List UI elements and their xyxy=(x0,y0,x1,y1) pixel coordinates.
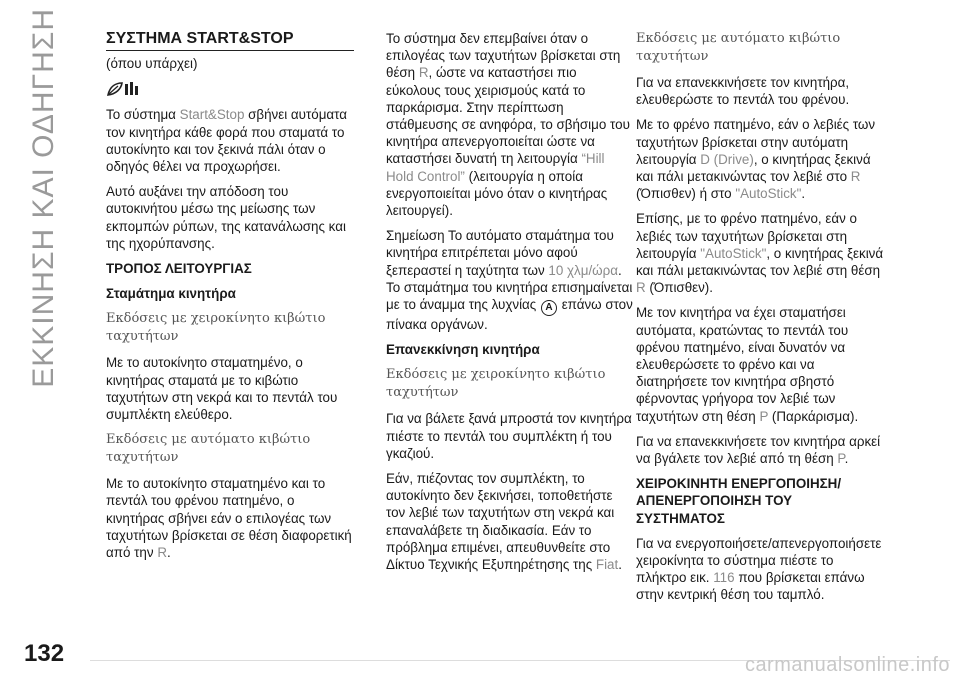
paragraph: Με το αυτοκίνητο σταματημένο και το πεντάλ του φρένου πατημένο, ο κινητήρας σβήνει εάν ο επιλογέας των ταχυτήτων βρίσκεται σε θέση διαφορετική από την R. xyxy=(106,476,352,561)
icon-row xyxy=(106,80,354,100)
version-label: Εκδόσεις με αυτόματο κιβώτιο ταχυτήτων xyxy=(636,31,841,64)
chapter-side-tab xyxy=(14,8,74,388)
watermark: carmanualsonline.info xyxy=(744,654,950,676)
chapter-title: ΕΚΚΙΝΗΣΗ ΚΑΙ ΟΔΗΓΗΣΗ xyxy=(27,8,60,388)
paragraph: Με το φρένο πατημένο, εάν ο λεβιές των ταχυτήτων βρίσκεται στην αυτόματη λειτουργία D (Drive), ο κινητήρας ξεκινά και πάλι μετακινώντας τον λεβιέ στο R (Όπισθεν) ή στο "AutoStick". xyxy=(636,117,876,202)
paragraph: Επίσης, με το φρένο πατημένο, εάν ο λεβιές των ταχυτήτων βρίσκεται στη λειτουργία "AutoStick", ο κινητήρας ξεκινά και πάλι μετακινώντας τον λεβιέ στη θέση R (Όπισθεν). xyxy=(636,211,884,296)
version-label: Εκδόσεις με χειροκίνητο κιβώτιο ταχυτήτων xyxy=(106,311,326,345)
eco-leaf-icon xyxy=(106,80,146,102)
column-3 xyxy=(636,30,884,612)
paragraph: Το σύστημα Start&Stop σβήνει αυτόματα τον κινητήρα κάθε φορά που σταματά το αυτοκίνητο και τον ξεκινά πάλι όταν ο οδηγός θέλει να προχωρήσει. xyxy=(106,107,348,175)
version-label: Εκδόσεις με χειροκίνητο κιβώτιο ταχυτήτων xyxy=(386,367,606,401)
paragraph: Για να ενεργοποιήσετε/απενεργοποιήσετε χειροκίνητα το σύστημα πιέστε το πλήκτρο εικ. 116 που βρίσκεται επάνω στην κεντρική θέση του ταμπλό. xyxy=(636,535,882,603)
column-2 xyxy=(386,30,634,581)
paragraph: Για να επανεκκινήσετε τον κινητήρα, ελευθερώστε το πεντάλ του φρένου. xyxy=(636,75,850,108)
subsection-heading: ΧΕΙΡΟΚΙΝΗΤΗ ΕΝΕΡΓΟΠΟΙΗΣΗ/ ΑΠΕΝΕΡΓΟΠΟΙΗΣΗ ΤΟΥ ΣΥΣΤΗΜΑΤΟΣ xyxy=(636,476,842,526)
paragraph: Σημείωση Το αυτόματο σταμάτημα του κινητήρα επιτρέπεται μόνο αφού ξεπεραστεί η ταχύτητα των 10 χλμ/ώρα. Το σταμάτημα του κινητήρα επισημαίνεται με το άναμμα της λυχνίας A επάνω στον πίνακα οργάνων. xyxy=(386,228,633,333)
paragraph: Με τον κινητήρα να έχει σταματήσει αυτόματα, κρατώντας το πεντάλ του φρένου πατημένο, είναι δυνατόν να ελευθερώσετε το φρένο και να διατηρήσετε τον κινητήρα σβηστό φέρνοντας γρήγορα τον λεβιέ των ταχυτήτων στη θέση P (Παρκάρισμα). xyxy=(636,305,859,424)
page-number: 132 xyxy=(24,640,65,667)
column-1 xyxy=(106,30,354,569)
paragraph: Εάν, πιέζοντας τον συμπλέκτη, το αυτοκίνητο δεν ξεκινήσει, τοποθετήστε τον λεβιέ των ταχυτήτων στη νεκρά και επαναλάβετε τη διαδικασία. Εάν το πρόβλημα επιμένει, απευθυνθείτε στο Δίκτυο Τεχνικής Εξυπηρέτησης της Fiat. xyxy=(386,471,622,573)
subsection-heading: Σταμάτημα κινητήρα xyxy=(106,286,236,302)
paragraph: Το σύστημα δεν επεμβαίνει όταν ο επιλογέας των ταχυτήτων βρίσκεται στη θέση R, ώστε να καταστήσει πιο εύκολους τους χειρισμούς κατά το παρκάρισμα. Στην περίπτωση στάθμευσης σε ανηφόρα, το σβήσιμο του κινητήρα απενεργοποιείται ώστε να καταστήσει δυνατή τη λειτουργία “Hill Hold Control” (λειτουργία η οποία ενεργοποιείται μόνο όταν ο κινητήρας λειτουργεί). xyxy=(386,31,630,219)
subsection-heading: Επανεκκίνηση κινητήρα xyxy=(386,342,540,358)
paragraph: Αυτό αυξάνει την απόδοση του αυτοκινήτου μέσω της μείωσης των εκπομπών ρύπων, της κατανάλωσης και της ηχορύπανσης. xyxy=(106,184,346,251)
subsection-heading: ΤΡΟΠΟΣ ΛΕΙΤΟΥΡΓΙΑΣ xyxy=(106,261,252,277)
paragraph: Για να βάλετε ξανά μπροστά τον κινητήρα πιέστε το πεντάλ του συμπλέκτη ή του γκαζιού. xyxy=(386,411,632,461)
engine-stop-warning-icon: A xyxy=(541,300,557,316)
paragraph: Με το αυτοκίνητο σταματημένο, ο κινητήρας σταματά με το κιβώτιο ταχυτήτων στη νεκρά και το πεντάλ του συμπλέκτη ελεύθερο. xyxy=(106,355,338,423)
version-label: Εκδόσεις με αυτόματο κιβώτιο ταχυτήτων xyxy=(106,432,311,466)
section-title: ΣΥΣΤΗΜΑ START&STOP xyxy=(106,30,354,51)
paragraph: Για να επανεκκινήσετε τον κινητήρα αρκεί να βγάλετε τον λεβιέ από τη θέση P. xyxy=(636,433,881,467)
section-subtitle: (όπου υπάρχει) xyxy=(106,56,198,72)
